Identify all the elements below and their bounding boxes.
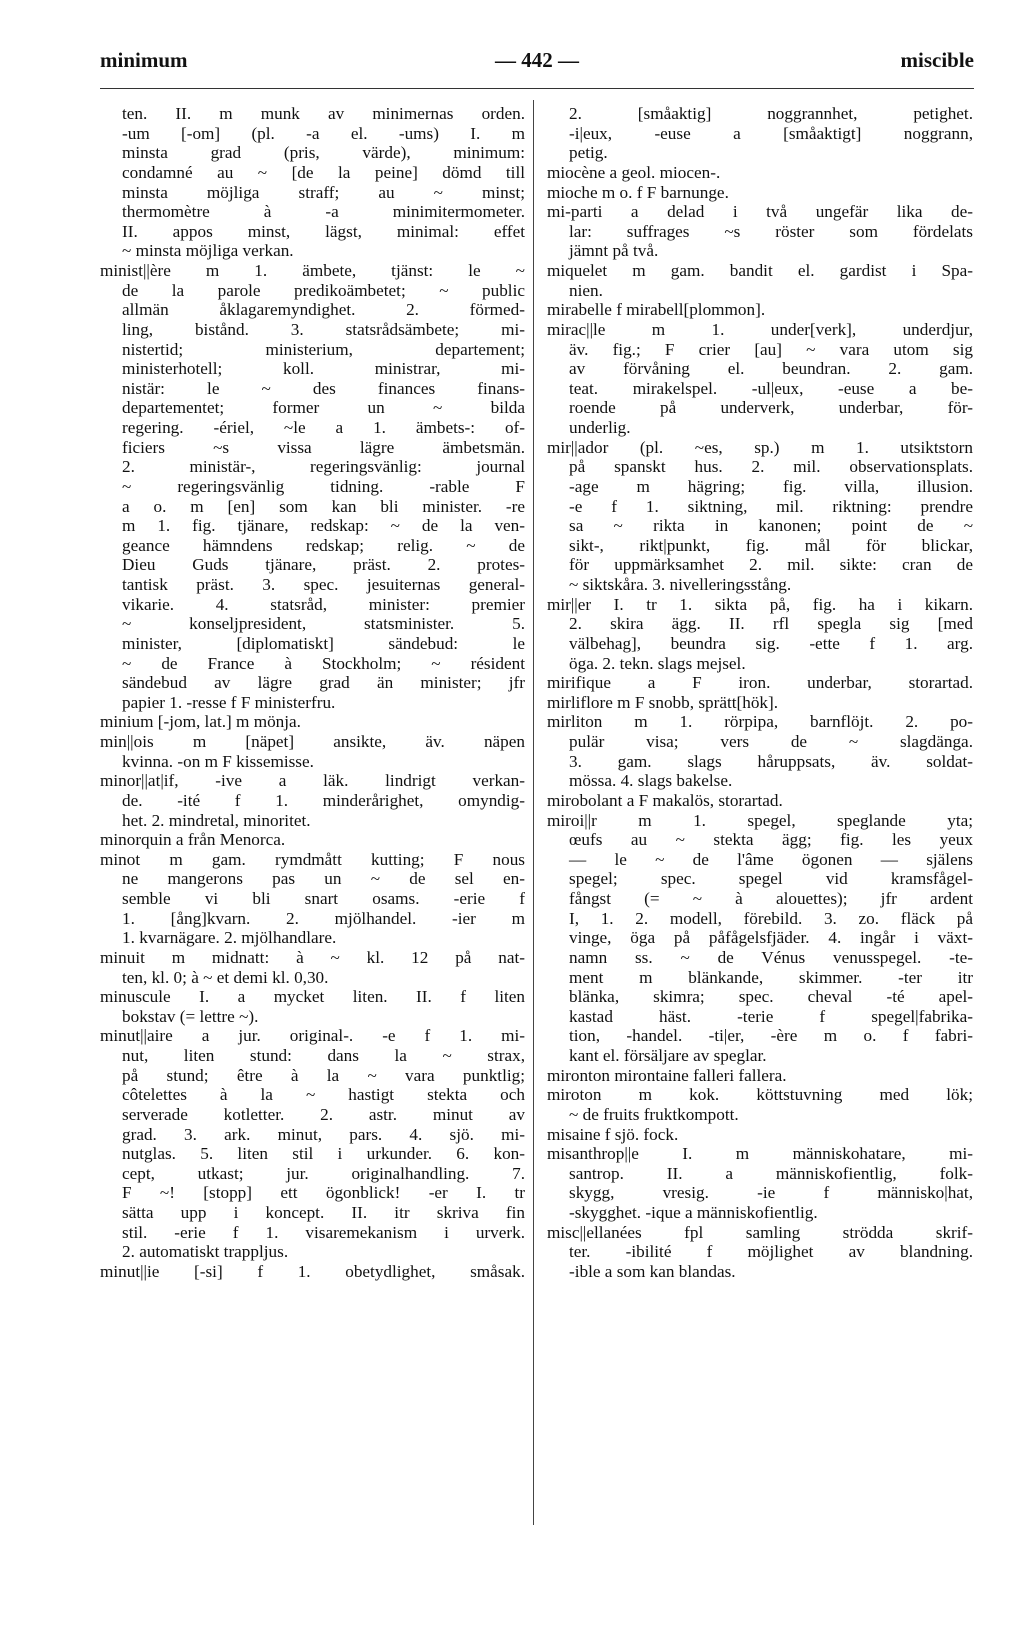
entry-continuation-line: sikt-, rikt|punkt, fig. mål för blickar, — [569, 535, 973, 555]
entry-headword-line: mioche m o. f F barnunge. — [547, 182, 729, 202]
entry-headword-line: mirobolant a F makalös, storartad. — [547, 790, 783, 810]
entry-headword-line: minot m gam. rymdmått kutting; F nous — [100, 849, 525, 869]
entry-continuation-line: 1. [ång]kvarn. 2. mjölhandel. -ier m — [122, 908, 525, 928]
entry-continuation-line: côtelettes à la ~ hastigt stekta och — [122, 1085, 525, 1105]
entry-headword-line: miocène a geol. miocen-. — [547, 162, 721, 182]
entry-continuation-line: — le ~ de l'âme ögonen — själens — [569, 849, 973, 869]
entry-headword-line: misaine f sjö. fock. — [547, 1124, 679, 1144]
entry-continuation-line: vinge, öga på påfågelsfjäder. 4. ingår i växt- — [569, 928, 973, 948]
header-rule — [100, 88, 974, 89]
entry-continuation-line: minsta grad (pris, värde), minimum: — [122, 143, 525, 163]
entry-headword-line: minor||at|if, -ive a läk. lindrigt verkan- — [100, 771, 525, 791]
entry-continuation-line: -skygghet. -ique a människofientlig. — [569, 1203, 818, 1222]
entry-continuation-line: F ~! [stopp] ett ögonblick! -er I. tr — [122, 1183, 525, 1203]
entry-continuation-line: nistär: le ~ des finances finans- — [122, 378, 525, 398]
entry-continuation-line: ~ minsta möjliga verkan. — [122, 241, 294, 261]
entry-continuation-line: ~ de fruits fruktkompott. — [569, 1104, 739, 1124]
entry-continuation-line: ling, bistånd. 3. statsrådsämbete; mi- — [122, 319, 525, 339]
entry-continuation-line: av förvåning el. beundran. 2. gam. — [569, 359, 973, 379]
entry-headword-line: mirabelle f mirabell[plommon]. — [547, 300, 766, 320]
entry-headword-line: minut||ie [-si] f 1. obetydlighet, småsak. — [100, 1261, 525, 1281]
entry-continuation-line: grad. 3. ark. minut, pars. 4. sjö. mi- — [122, 1124, 525, 1144]
entry-headword-line: miquelet m gam. bandit el. gardist i Spa- — [547, 261, 973, 280]
entry-continuation-line: sändebud av lägre grad än minister; jfr — [122, 673, 525, 693]
entry-continuation-line: -ible a som kan blandas. — [569, 1261, 736, 1281]
entry-continuation-line: bokstav (= lettre ~). — [122, 1006, 259, 1026]
entry-continuation-line: fångst (= ~ à alouettes); jfr ardent — [569, 889, 973, 908]
entry-continuation-line: ~ de France à Stockholm; ~ résident — [122, 653, 525, 673]
entry-headword-line: minuit m midnatt: à ~ kl. 12 på nat- — [100, 947, 525, 967]
entry-continuation-line: roende på underverk, underbar, för- — [569, 398, 973, 418]
entry-continuation-line: Dieu Guds tjänare, präst. 2. protes- — [122, 555, 525, 575]
entry-continuation-line: condamné au ~ [de la peine] dömd till — [122, 162, 525, 182]
entry-headword-line: minuscule I. a mycket liten. II. f liten — [100, 987, 525, 1007]
entry-continuation-line: m 1. fig. tjänare, redskap: ~ de la ven- — [122, 516, 525, 536]
left-column — [100, 104, 525, 1282]
right-column — [547, 104, 973, 1282]
entry-continuation-line: geance hämndens redskap; relig. ~ de — [122, 535, 525, 555]
entry-headword-line: mirliton m 1. rörpipa, barnflöjt. 2. po- — [547, 712, 973, 732]
entry-headword-line: minut||aire a jur. original-. -e f 1. mi- — [100, 1026, 525, 1046]
entry-continuation-line: jämnt på två. — [569, 241, 659, 261]
entry-continuation-line: sätta upp i koncept. II. itr skriva fin — [122, 1203, 525, 1222]
entry-continuation-line: 1. kvarnägare. 2. mjölhandlare. — [122, 928, 337, 948]
entry-continuation-line: petig. — [569, 143, 608, 163]
entry-continuation-line: cept, utkast; jur. originalhandling. 7. — [122, 1163, 525, 1183]
entry-continuation-line: nut, liten stund: dans la ~ strax, — [122, 1046, 525, 1065]
entry-continuation-line: 2. ministär-, regeringsvänlig: journal — [122, 457, 525, 477]
entry-continuation-line: 2. [småaktig] noggrannhet, petighet. — [569, 104, 973, 123]
entry-continuation-line: teat. mirakelspel. -ul|eux, -euse a be- — [569, 378, 973, 398]
entry-continuation-line: 2. skira ägg. II. rfl spegla sig [med — [569, 614, 973, 634]
entry-headword-line: mironton mirontaine falleri fallera. — [547, 1065, 787, 1085]
entry-continuation-line: ne mangerons pas un ~ de sel en- — [122, 869, 525, 889]
page-number: — 442 — — [495, 48, 579, 72]
entry-continuation-line: välbehag], beundra sig. -ette f 1. arg. — [569, 633, 973, 653]
entry-continuation-line: ~ konseljpresident, statsminister. 5. — [122, 614, 525, 634]
header-first-entry: minimum — [100, 48, 188, 72]
entry-continuation-line: stil. -erie f 1. visaremekanism i urverk. — [122, 1222, 525, 1242]
entry-continuation-line: de la parole predikoämbetet; ~ public — [122, 280, 525, 300]
header-last-entry: miscible — [900, 48, 974, 72]
entry-continuation-line: vikarie. 4. statsråd, minister: premier — [122, 594, 525, 614]
column-divider — [533, 100, 534, 1525]
entry-continuation-line: nien. — [569, 280, 603, 300]
entry-continuation-line: för uppmärksamhet 2. mil. sikte: cran de — [569, 555, 973, 575]
entry-continuation-line: I, 1. 2. modell, förebild. 3. zo. fläck på — [569, 908, 973, 928]
entry-continuation-line: nutglas. 5. liten stil i urkunder. 6. kon- — [122, 1144, 525, 1164]
entry-continuation-line: ficiers ~s vissa lägre ämbetsmän. — [122, 437, 525, 457]
entry-continuation-line: blänka, skimra; spec. cheval -té apel- — [569, 987, 973, 1007]
entry-continuation-line: öga. 2. tekn. slags mejsel. — [569, 653, 746, 673]
entry-continuation-line: sa ~ rikta in kanonen; point de ~ — [569, 516, 973, 536]
entry-headword-line: mirliflore m F snobb, sprätt[hök]. — [547, 692, 779, 712]
entry-continuation-line: departementet; former un ~ bilda — [122, 398, 525, 418]
entry-continuation-line: minister, [diplomatiskt] sändebud: le — [122, 633, 525, 653]
entry-continuation-line: ter. -ibilité f möjlighet av blandning. — [569, 1242, 973, 1262]
entry-headword-line: miroton m kok. köttstuvning med lök; — [547, 1085, 973, 1105]
entry-continuation-line: papier 1. -resse f F ministerfru. — [122, 692, 336, 712]
entry-continuation-line: tion, -handel. -ti|er, -ère m o. f fabri- — [569, 1026, 973, 1046]
entry-continuation-line: -i|eux, -euse a [småaktigt] noggrann, — [569, 123, 973, 143]
entry-continuation-line: regering. -ériel, ~le a 1. ämbets-: of- — [122, 418, 525, 437]
entry-continuation-line: kastad häst. -terie f spegel|fabrika- — [569, 1006, 973, 1026]
entry-headword-line: minium [-jom, lat.] m mönja. — [100, 712, 301, 732]
entry-continuation-line: -e f 1. siktning, mil. riktning: prendre — [569, 496, 973, 516]
entry-continuation-line: -um [-om] (pl. -a el. -ums) I. m — [122, 123, 525, 143]
entry-continuation-line: a o. m [en] som kan bli minister. -re — [122, 496, 525, 516]
entry-continuation-line: -age m hägring; fig. villa, illusion. — [569, 476, 973, 496]
entry-continuation-line: skygg, vresig. -ie f människo|hat, — [569, 1183, 973, 1203]
entry-headword-line: misanthrop||e I. m människohatare, mi- — [547, 1144, 973, 1164]
entry-continuation-line: minsta möjliga straff; au ~ minst; — [122, 182, 525, 202]
entry-headword-line: minist||ère m 1. ämbete, tjänst: le ~ — [100, 261, 525, 280]
entry-continuation-line: 3. gam. slags håruppsats, äv. soldat- — [569, 751, 973, 771]
entry-continuation-line: het. 2. mindretal, minoritet. — [122, 810, 311, 830]
entry-continuation-line: allmän åklagaremyndighet. 2. förmed- — [122, 300, 525, 320]
entry-continuation-line: på stund; être à la ~ vara punktlig; — [122, 1065, 525, 1085]
entry-headword-line: mir||ador (pl. ~es, sp.) m 1. utsiktstorn — [547, 437, 973, 457]
entry-continuation-line: på spanskt hus. 2. mil. observationsplats. — [569, 457, 973, 477]
entry-continuation-line: santrop. II. a människofientlig, folk- — [569, 1163, 973, 1183]
entry-continuation-line: ten. II. m munk av minimernas orden. — [122, 104, 525, 123]
entry-continuation-line: namn ss. ~ de Vénus venusspegel. -te- — [569, 947, 973, 967]
entry-headword-line: mi-parti a delad i två ungefär lika de- — [547, 202, 973, 222]
entry-continuation-line: ~ siktskåra. 3. nivelleringsstång. — [569, 575, 792, 594]
entry-headword-line: misc||ellanées fpl samling strödda skrif- — [547, 1222, 973, 1242]
entry-continuation-line: äv. fig.; F crier [au] ~ vara utom sig — [569, 339, 973, 359]
entry-headword-line: mirac||le m 1. under[verk], underdjur, — [547, 319, 973, 339]
entry-continuation-line: ~ regeringsvänlig tidning. -rable F — [122, 476, 525, 496]
entry-continuation-line: œufs au ~ stekta ägg; fig. les yeux — [569, 830, 973, 850]
entry-continuation-line: de. -ité f 1. minderårighet, omyndig- — [122, 790, 525, 810]
page-header — [100, 48, 974, 80]
entry-continuation-line: tantisk präst. 3. spec. jesuiternas general- — [122, 575, 525, 594]
entry-continuation-line: 2. automatiskt trappljus. — [122, 1242, 289, 1262]
entry-headword-line: min||ois m [näpet] ansikte, äv. näpen — [100, 732, 525, 751]
entry-headword-line: mirifique a F iron. underbar, storartad. — [547, 673, 973, 693]
entry-continuation-line: ten, kl. 0; à ~ et demi kl. 0,30. — [122, 967, 329, 987]
entry-continuation-line: serverade kotletter. 2. astr. minut av — [122, 1104, 525, 1124]
entry-continuation-line: semble vi bli snart osams. -erie f — [122, 889, 525, 908]
entry-continuation-line: nistertid; ministerium, departement; — [122, 339, 525, 359]
entry-continuation-line: thermomètre à -a minimitermometer. — [122, 202, 525, 222]
entry-continuation-line: kant el. försäljare av speglar. — [569, 1046, 767, 1065]
entry-continuation-line: pulär visa; vers de ~ slagdänga. — [569, 732, 973, 751]
entry-headword-line: miroi||r m 1. spegel, speglande yta; — [547, 810, 973, 830]
entry-continuation-line: mössa. 4. slags bakelse. — [569, 771, 733, 791]
entry-continuation-line: spegel; spec. spegel vid kramsfågel- — [569, 869, 973, 889]
entry-continuation-line: kvinna. -on m F kissemisse. — [122, 751, 314, 771]
entry-continuation-line: ment m blänkande, skimmer. -ter itr — [569, 967, 973, 987]
entry-continuation-line: underlig. — [569, 418, 631, 437]
entry-headword-line: mir||er I. tr 1. sikta på, fig. ha i kikarn. — [547, 594, 973, 614]
entry-headword-line: minorquin a från Menorca. — [100, 830, 286, 850]
entry-continuation-line: II. appos minst, lägst, minimal: effet — [122, 221, 525, 241]
entry-continuation-line: ministerhotell; koll. ministrar, mi- — [122, 359, 525, 379]
entry-continuation-line: lar: suffrages ~s röster som fördelats — [569, 221, 973, 241]
